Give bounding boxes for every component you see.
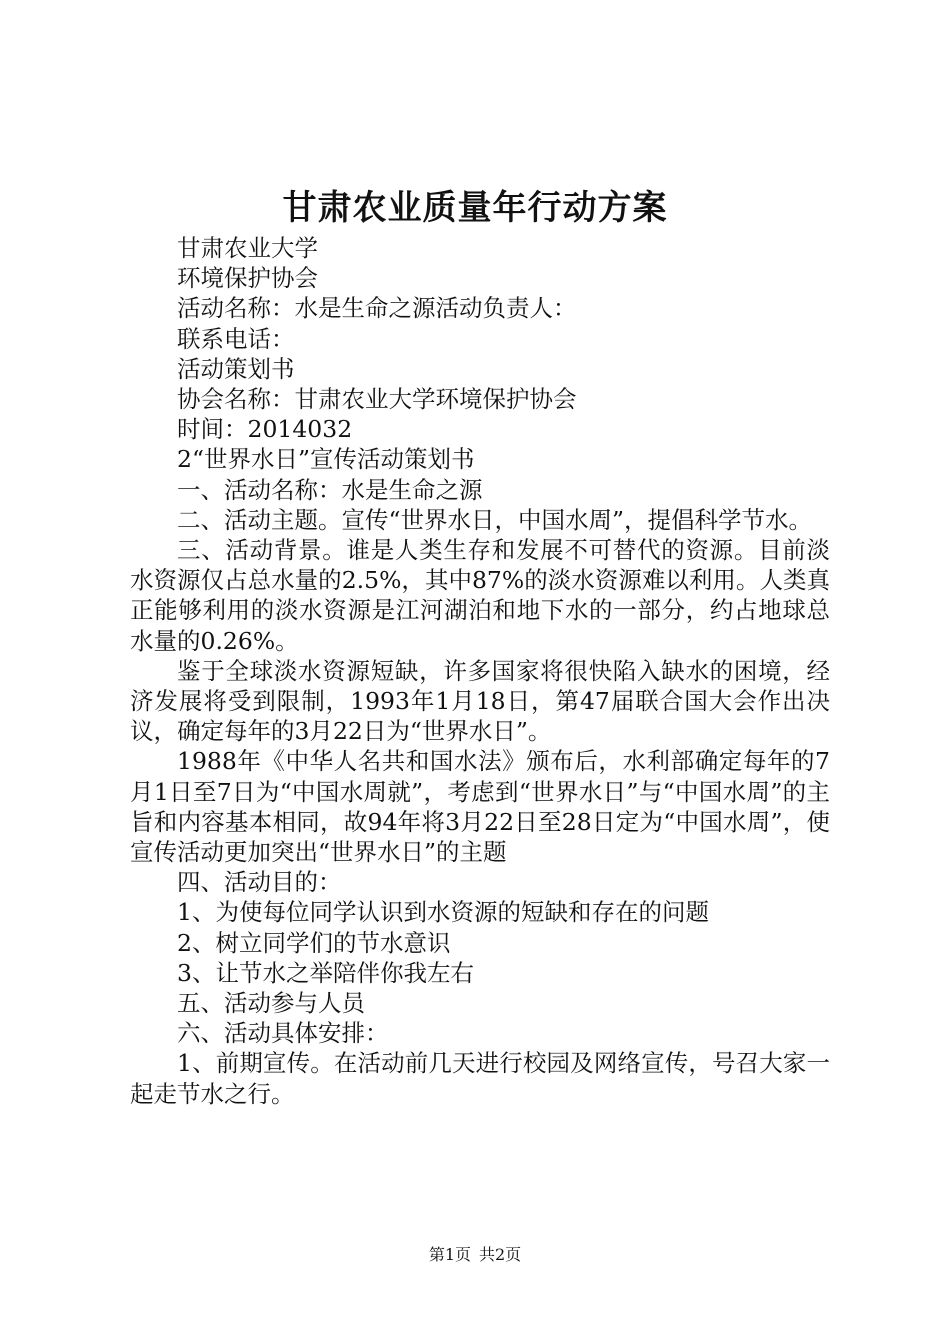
paragraph: 六、活动具体安排： [177,1019,389,1048]
paragraph: 五、活动参与人员 [177,989,365,1018]
paragraph: 1、前期宣传。在活动前几天进行校园及网络宣传，号召大家一起走节水之行。 [130,1049,830,1108]
paragraph: 鉴于全球淡水资源短缺，许多国家将很快陷入缺水的困境，经济发展将受到限制，1993年1月18日，第47届联合国大会作出决议，确定每年的3月22日为“世界水日”。 [130,656,830,746]
paragraph: 活动名称：水是生命之源活动负责人： [177,294,577,323]
paragraph: 联系电话： [177,324,295,353]
paragraph: 2“世界水日”宣传活动策划书 [177,445,475,474]
paragraph: 二、活动主题。宣传“世界水日，中国水周”，提倡科学节水。 [177,505,813,534]
paragraph: 协会名称：甘肃农业大学环境保护协会 [177,385,577,414]
page-number: 第1页 [428,1245,471,1264]
paragraph: 1988年《中华人名共和国水法》颁布后，水利部确定每年的7月1日至7日为“中国水周就”，考虑到“世界水日”与“中国水周”的主旨和内容基本相同，故94年将3月22日至28日定为“中国水周”，使宣传活动更加突出“世界水日”的主题 [130,747,830,867]
document-title: 甘肃农业质量年行动方案 [282,188,668,228]
paragraph: 活动策划书 [177,354,295,383]
page-footer [0,1244,950,1266]
paragraph: 四、活动目的： [177,868,342,897]
paragraph: 环境保护协会 [177,264,318,293]
paragraph: 一、活动名称：水是生命之源 [177,475,483,504]
paragraph: 1、为使每位同学认识到水资源的短缺和存在的问题 [177,898,709,927]
page-total: 共2页 [479,1245,522,1264]
paragraph: 2、树立同学们的节水意识 [177,928,451,957]
paragraph: 时间：2014032 [177,415,353,444]
paragraph: 三、活动背景。谁是人类生存和发展不可替代的资源。目前淡水资源仅占总水量的2.5%，其中87%的淡水资源难以利用。人类真正能够利用的淡水资源是江河湖泊和地下水的一部分，约占地球总水量的0.26%。 [130,536,830,655]
paragraph: 甘肃农业大学 [177,234,318,262]
paragraph: 3、让节水之举陪伴你我左右 [177,958,474,987]
document-body [130,233,830,1109]
